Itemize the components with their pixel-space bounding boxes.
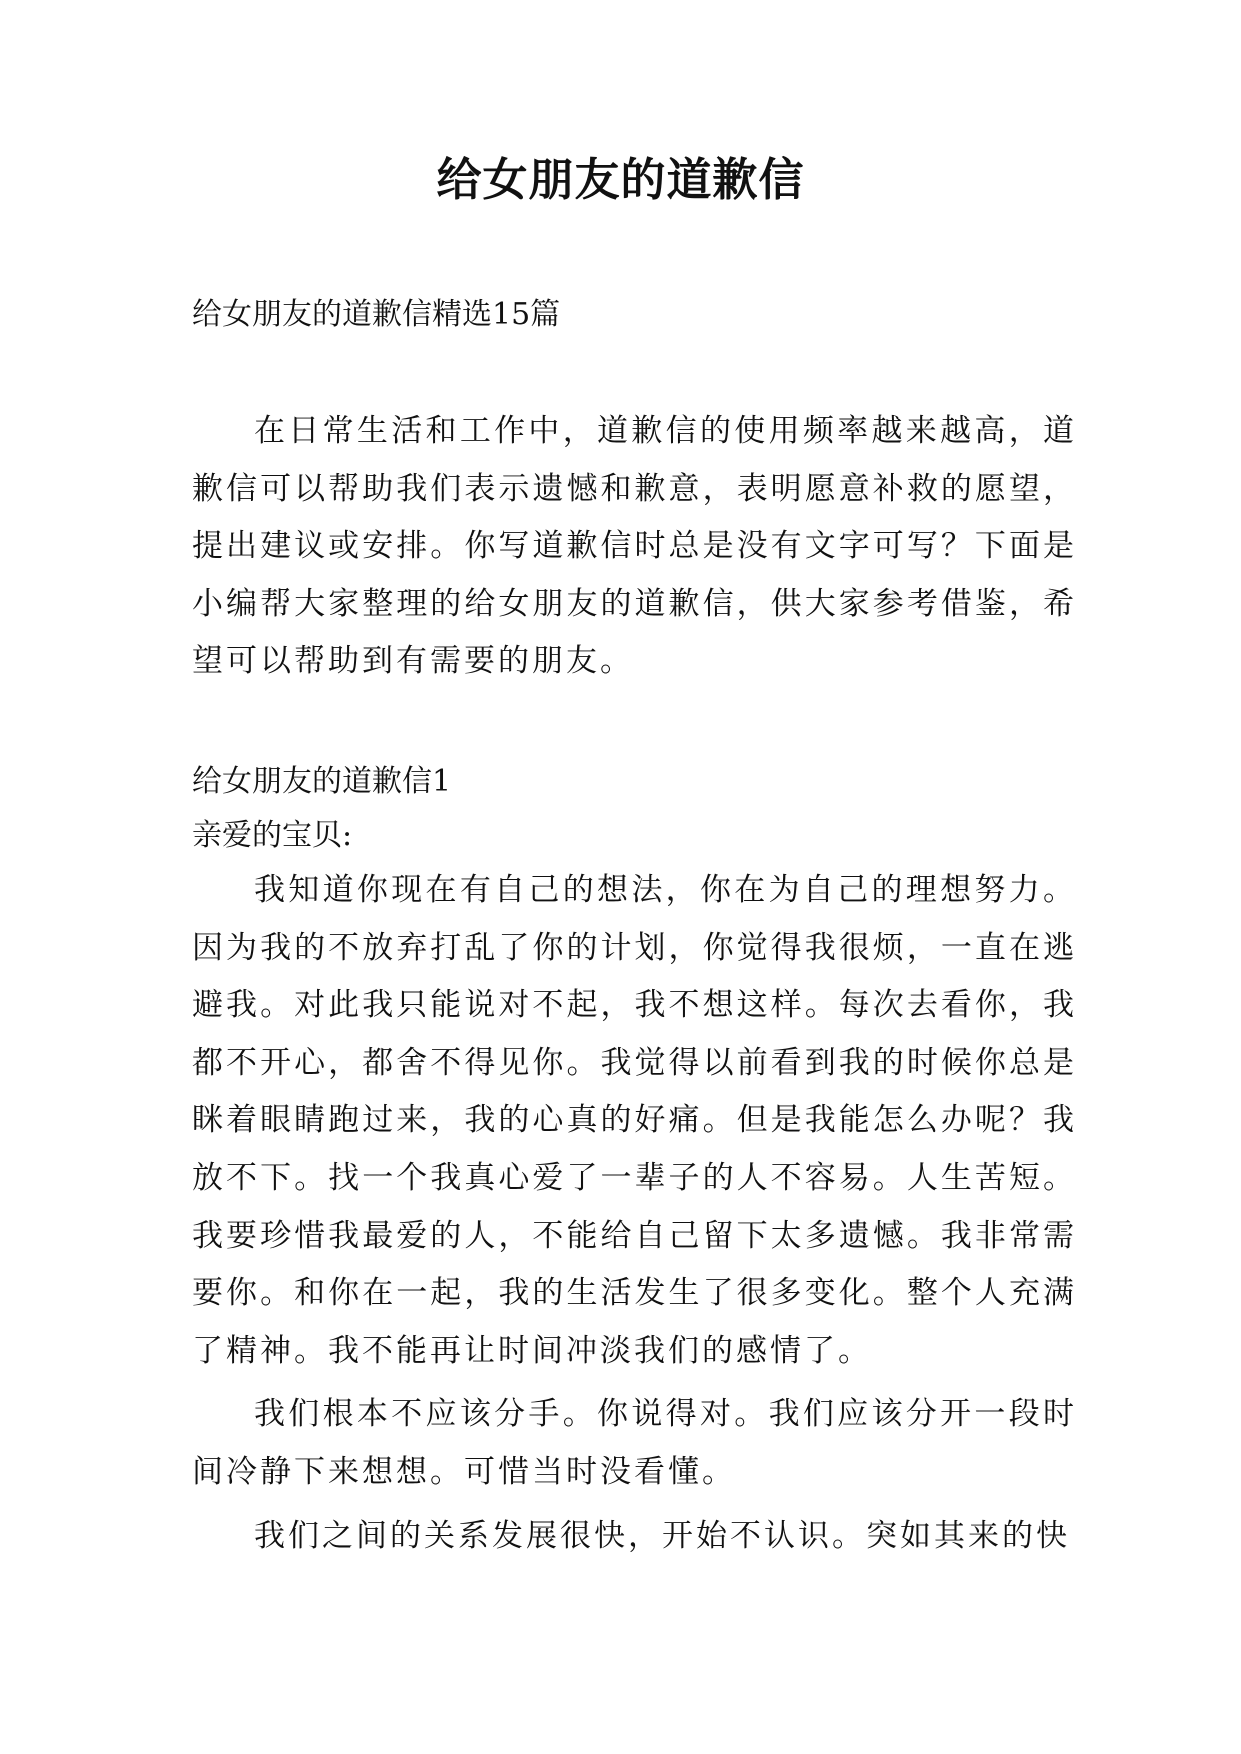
intro-paragraph: 在日常生活和工作中，道歉信的使用频率越来越高，道歉信可以帮助我们表示遗憾和歉意，表明愿意补救的愿望，提出建议或安排。你写道歉信时总是没有文字可写？下面是小编帮大家整理的给女朋友的道歉信，供大家参考借鉴，希望可以帮助到有需要的朋友。 xyxy=(192,413,1077,680)
letter-1-salutation: 亲爱的宝贝: xyxy=(192,818,353,853)
letter-1-paragraph: 我们根本不应该分手。你说得对。我们应该分开一段时间冷静下来想想。可惜当时没看懂。 xyxy=(192,1396,1077,1490)
letter-1-paragraph: 我们之间的关系发展很快，开始不认识。突如其来的快 xyxy=(254,1517,1070,1554)
letter-1-body xyxy=(192,862,1077,1565)
document-title: 给女朋友的道歉信 xyxy=(436,153,805,206)
letter-1-heading: 给女朋友的道歉信1 xyxy=(192,764,452,799)
letter-1-paragraph: 我知道你现在有自己的想法，你在为自己的理想努力。因为我的不放弃打乱了你的计划，你觉得我很烦，一直在逃避我。对此我只能说对不起，我不想这样。每次去看你，我都不开心，都舍不得见你。我觉得以前看到我的时候你总是眯着眼睛跑过来，我的心真的好痛。但是我能怎么办呢？我放不下。找一个我真心爱了一辈子的人不容易。人生苦短。我要珍惜我最爱的人，不能给自己留下太多遗憾。我非常需要你。和你在一起，我的生活发生了很多变化。整个人充满了精神。我不能再让时间冲淡我们的感情了。 xyxy=(192,872,1077,1369)
document-subtitle: 给女朋友的道歉信精选15篇 xyxy=(192,297,561,332)
